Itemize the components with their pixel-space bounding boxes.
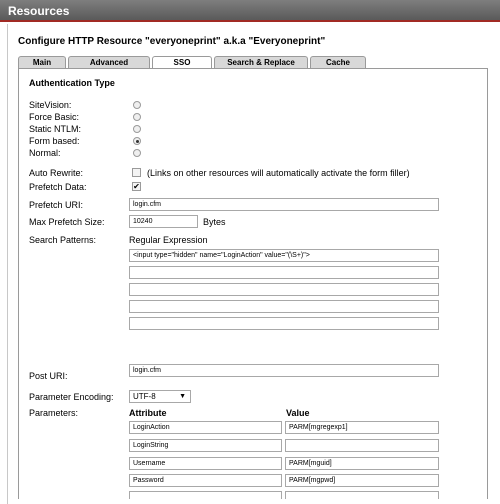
param-value-input[interactable]: PARM[mgregexp1] bbox=[285, 421, 439, 434]
auth-radio-normal[interactable] bbox=[133, 149, 141, 157]
attribute-header: Attribute bbox=[129, 408, 167, 418]
prefetch-data-label: Prefetch Data: bbox=[29, 182, 87, 192]
parameters-label: Parameters: bbox=[29, 408, 79, 418]
page-title: Configure HTTP Resource "everyoneprint" a.k.a "Everyoneprint" bbox=[18, 36, 326, 47]
auto-rewrite-checkbox[interactable] bbox=[132, 168, 141, 177]
max-prefetch-unit: Bytes bbox=[203, 217, 226, 227]
tab-main[interactable]: Main bbox=[18, 56, 66, 68]
auth-option-label: SiteVision: bbox=[29, 100, 72, 110]
auth-radio-sitevision[interactable] bbox=[133, 101, 141, 109]
post-uri-label: Post URI: bbox=[29, 371, 68, 381]
tab-search-replace[interactable]: Search & Replace bbox=[214, 56, 308, 68]
window-title: Resources bbox=[8, 4, 70, 18]
search-patterns-header: Regular Expression bbox=[129, 235, 208, 245]
prefetch-data-checkbox[interactable] bbox=[132, 182, 141, 191]
auth-option-label: Force Basic: bbox=[29, 112, 80, 122]
param-value-input[interactable] bbox=[285, 439, 439, 452]
search-pattern-input[interactable] bbox=[129, 300, 439, 313]
window-titlebar bbox=[0, 0, 500, 22]
auth-option-label: Normal: bbox=[29, 148, 61, 158]
check-mark-icon: ✔ bbox=[133, 182, 140, 191]
param-encoding-label: Parameter Encoding: bbox=[29, 392, 114, 402]
auth-option-label: Form based: bbox=[29, 136, 80, 146]
tab-cache[interactable]: Cache bbox=[310, 56, 366, 68]
param-attribute-input[interactable]: LoginAction bbox=[129, 421, 282, 434]
prefetch-uri-input[interactable]: login.cfm bbox=[129, 198, 439, 211]
value-header: Value bbox=[286, 408, 310, 418]
param-encoding-value: UTF-8 bbox=[133, 392, 156, 401]
param-attribute-input[interactable]: Username bbox=[129, 457, 282, 470]
post-uri-input[interactable]: login.cfm bbox=[129, 364, 439, 377]
tab-sso[interactable]: SSO bbox=[152, 56, 212, 69]
auth-option-label: Static NTLM: bbox=[29, 124, 82, 134]
auth-radio-form-based[interactable] bbox=[133, 137, 141, 145]
param-value-input[interactable]: PARM[mguid] bbox=[285, 457, 439, 470]
param-value-input[interactable]: PARM[mgpwd] bbox=[285, 474, 439, 487]
search-pattern-input[interactable] bbox=[129, 317, 439, 330]
max-prefetch-label: Max Prefetch Size: bbox=[29, 217, 105, 227]
param-encoding-select[interactable] bbox=[129, 390, 191, 403]
tab-advanced[interactable]: Advanced bbox=[68, 56, 150, 68]
param-value-input[interactable] bbox=[285, 491, 439, 499]
auto-rewrite-note: (Links on other resources will automatically activate the form filler) bbox=[147, 168, 410, 178]
param-attribute-input[interactable]: LoginString bbox=[129, 439, 282, 452]
auto-rewrite-label: Auto Rewrite: bbox=[29, 168, 84, 178]
max-prefetch-input[interactable]: 10240 bbox=[129, 215, 198, 228]
chevron-down-icon: ▼ bbox=[179, 393, 186, 400]
auth-type-title: Authentication Type bbox=[29, 78, 115, 88]
search-pattern-input[interactable] bbox=[129, 283, 439, 296]
auth-radio-static-ntlm[interactable] bbox=[133, 125, 141, 133]
param-attribute-input[interactable] bbox=[129, 491, 282, 499]
prefetch-uri-label: Prefetch URI: bbox=[29, 200, 84, 210]
param-attribute-input[interactable]: Password bbox=[129, 474, 282, 487]
search-patterns-label: Search Patterns: bbox=[29, 235, 97, 245]
auth-radio-force-basic[interactable] bbox=[133, 113, 141, 121]
search-pattern-input[interactable] bbox=[129, 266, 439, 279]
search-pattern-input[interactable]: <input type="hidden" name="LoginAction" value="(\S+)"> bbox=[129, 249, 439, 262]
